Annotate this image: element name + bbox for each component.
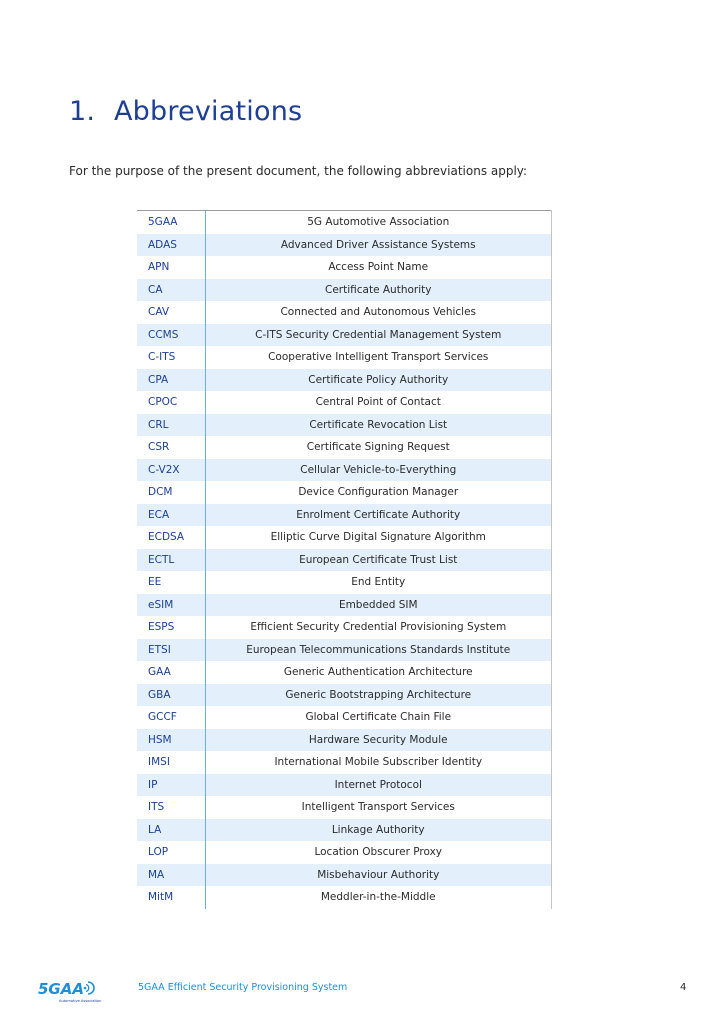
table-row	[137, 864, 552, 887]
table-row	[137, 279, 552, 302]
abbreviation-cell: ESPS	[137, 616, 205, 639]
definition-cell: Misbehaviour Authority	[205, 864, 552, 887]
definition-cell: Cooperative Intelligent Transport Services	[268, 351, 489, 364]
abbreviation-cell: GAA	[137, 661, 205, 684]
abbreviation-cell: IP	[137, 774, 205, 797]
abbreviation-cell: ECTL	[137, 549, 205, 572]
definition-cell: Hardware Security Module	[205, 729, 552, 752]
5gaa-logo	[38, 978, 102, 1004]
abbreviation-cell: LOP	[137, 841, 205, 864]
abbreviation-cell: CCMS	[137, 324, 205, 347]
definition-cell: Certificate Signing Request	[306, 441, 450, 454]
definition-cell: Central Point of Contact	[315, 396, 441, 409]
table-row	[137, 414, 552, 437]
abbreviation-cell: 5GAA	[137, 211, 205, 234]
page-number: 4	[680, 982, 687, 993]
table-row	[137, 706, 552, 729]
definition-cell: European Telecommunications Standards Institute	[205, 639, 552, 662]
definition-cell: Device Configuration Manager	[298, 486, 459, 499]
definition-cell: Embedded SIM	[205, 594, 552, 617]
table-row	[137, 616, 552, 639]
abbreviation-cell: IMSI	[137, 751, 205, 774]
definition-cell: Elliptic Curve Digital Signature Algorithm	[270, 531, 486, 544]
abbreviation-cell: ECDSA	[137, 526, 205, 549]
table-row	[137, 594, 552, 617]
abbreviation-cell: ADAS	[137, 234, 205, 257]
definition-cell: Cellular Vehicle-to-Everything	[205, 459, 552, 482]
abbreviation-cell: ITS	[137, 796, 205, 819]
definition-cell: End Entity	[351, 576, 406, 589]
abbreviation-cell: HSM	[137, 729, 205, 752]
abbreviation-cell: GBA	[137, 684, 205, 707]
definition-cell: Enrolment Certificate Authority	[205, 504, 552, 527]
logo-wordmark: 5GAA	[38, 980, 84, 998]
abbreviation-cell: EE	[137, 571, 205, 594]
table-row	[137, 481, 552, 504]
logo-signal-dot	[84, 987, 87, 990]
abbreviation-cell: GCCF	[137, 706, 205, 729]
intro-paragraph: For the purpose of the present document, the following abbreviations apply:	[69, 164, 528, 178]
abbreviation-cell: CA	[137, 279, 205, 302]
definition-cell: Certificate Policy Authority	[205, 369, 552, 392]
section-title: Abbreviations	[114, 96, 303, 127]
table-row	[137, 841, 552, 864]
table-row	[137, 256, 552, 279]
table-row	[137, 751, 552, 774]
abbreviation-cell: C-V2X	[137, 459, 205, 482]
table-row	[137, 391, 552, 414]
abbreviation-cell: ETSI	[137, 639, 205, 662]
definition-cell: Efficient Security Credential Provisioning System	[250, 621, 507, 634]
definition-cell: Certificate Revocation List	[205, 414, 552, 437]
abbreviation-cell: MA	[137, 864, 205, 887]
definition-cell: Meddler-in-the-Middle	[320, 891, 436, 904]
abbreviation-cell: CPA	[137, 369, 205, 392]
definition-cell: Certificate Authority	[205, 279, 552, 302]
table-row	[137, 684, 552, 707]
logo-signal-arc-inner	[86, 985, 89, 992]
abbreviation-cell: MitM	[137, 886, 205, 909]
definition-cell: European Certificate Trust List	[205, 549, 552, 572]
table-row	[137, 639, 552, 662]
logo-tagline: Automotive Association	[59, 999, 102, 1003]
table-row	[137, 819, 552, 842]
definition-cell: Global Certificate Chain File	[305, 711, 452, 724]
definition-cell: Generic Bootstrapping Architecture	[205, 684, 552, 707]
table-row	[137, 324, 552, 347]
table-row	[137, 796, 552, 819]
abbreviation-cell: C-ITS	[137, 346, 205, 369]
table-row	[137, 661, 552, 684]
abbreviation-cell: DCM	[137, 481, 205, 504]
table-row	[137, 346, 552, 369]
table-row	[137, 571, 552, 594]
section-number: 1.	[69, 96, 96, 127]
table-row	[137, 774, 552, 797]
table-row	[137, 301, 552, 324]
abbreviations-table	[137, 210, 552, 909]
definition-cell: Access Point Name	[328, 261, 429, 274]
table-row	[137, 436, 552, 459]
abbreviation-cell: CRL	[137, 414, 205, 437]
table-row	[137, 526, 552, 549]
table-row	[137, 369, 552, 392]
definition-cell: International Mobile Subscriber Identity	[274, 756, 483, 769]
table-row	[137, 504, 552, 527]
abbreviation-cell: CAV	[137, 301, 205, 324]
definition-cell: 5G Automotive Association	[307, 216, 450, 229]
definition-cell: Intelligent Transport Services	[301, 801, 455, 814]
definition-cell: Internet Protocol	[205, 774, 552, 797]
definition-cell: Advanced Driver Assistance Systems	[205, 234, 552, 257]
table-row	[137, 729, 552, 752]
abbreviation-cell: LA	[137, 819, 205, 842]
table-row	[137, 211, 552, 234]
table-row	[137, 549, 552, 572]
definition-cell: Connected and Autonomous Vehicles	[280, 306, 477, 319]
table-row	[137, 886, 552, 909]
definition-cell: Linkage Authority	[205, 819, 552, 842]
definition-cell: Generic Authentication Architecture	[283, 666, 473, 679]
table-row	[137, 234, 552, 257]
footer-document-title: 5GAA Efficient Security Provisioning System	[138, 982, 348, 993]
abbreviation-cell: eSIM	[137, 594, 205, 617]
definition-cell: Location Obscurer Proxy	[314, 846, 443, 859]
abbreviation-cell: ECA	[137, 504, 205, 527]
section-heading	[69, 96, 302, 127]
abbreviation-cell: APN	[137, 256, 205, 279]
abbreviation-cell: CSR	[137, 436, 205, 459]
abbreviation-cell: CPOC	[137, 391, 205, 414]
definition-cell: C-ITS Security Credential Management System	[205, 324, 552, 347]
table-row	[137, 459, 552, 482]
